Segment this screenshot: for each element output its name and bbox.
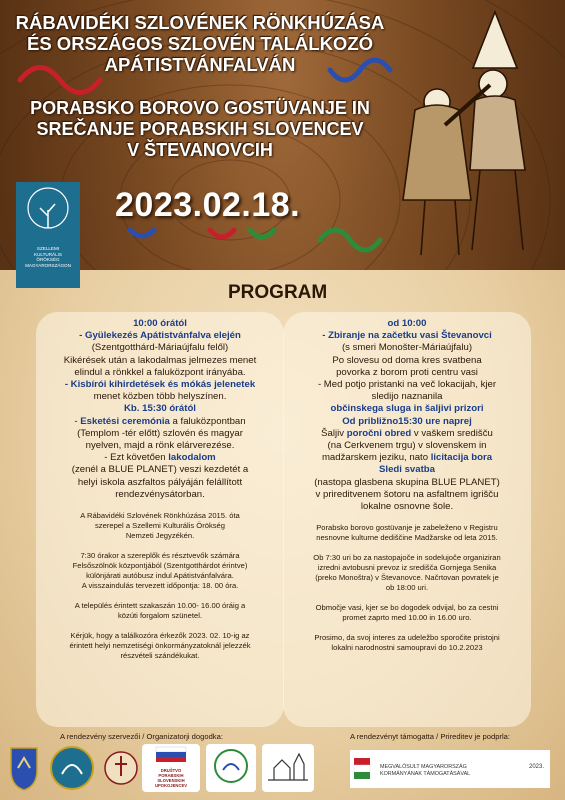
ceremony-line: - Esketési ceremónia a faluközpontban: [74, 415, 246, 427]
event-date: 2023.02.18.: [115, 186, 301, 224]
note-register-3: részvételi szándékukat.: [120, 651, 200, 661]
title-hu-line-2: ÉS ORSZÁGOS SZLOVÉN TALÁLKOZÓ: [26, 33, 374, 54]
ceremony-place: (Templom -tér előtt) szlovén és magyar: [77, 427, 243, 439]
note-bus-4: A visszaindulás tervezett időpontja: 18. 00 óra.: [81, 581, 239, 591]
gathering-sl: - Zbiranje na začetku vasi Števanovci: [322, 330, 492, 342]
time-1000: 10:00 órától: [133, 318, 187, 329]
note-registry-2: szerepel a Szellemi Kulturális Örökség: [95, 521, 225, 531]
wedding-place-1: helyi iskola aszfaltos pályáján felállított: [77, 476, 243, 488]
tree-icon: [16, 182, 80, 244]
support-text-2: KORMÁNYÁNAK TÁMOGATÁSÁVAL: [380, 770, 471, 777]
procession-sl-2: povorka z borom proti centru vasi: [336, 366, 478, 378]
note-traffic-1: A település érintett szakaszán 10.00- 16.00 óráig a: [74, 601, 246, 611]
note-bus-3: különjárati autóbusz indul Apátistvánfalvára.: [86, 571, 234, 581]
wedding-couple-illustration: [385, 10, 563, 270]
druzstvo-line-2: PORABSKIH: [158, 773, 184, 778]
note-bus-sl-1: Ob 7:30 uri bo za nastopajoče in sodelujoče organiziran: [313, 553, 501, 563]
wedding-music-sl: (nastopa glasbena skupina BLUE PLANET): [314, 476, 500, 488]
logo-line-4: MAGYARORSZÁGON: [25, 262, 71, 268]
note-bus-sl-3: (preko Monoštra) v Števanovce. Načrtovan povratek je: [315, 573, 499, 583]
logo-line-1: SZELLEMI: [36, 246, 60, 251]
church-emblem-icon: [103, 744, 139, 792]
gathering-direction-sl: (s smeri Monošter-Máriaújfalu): [341, 342, 473, 354]
title-hu-line-3: APÁTISTVÁNFALVÁN: [104, 54, 296, 75]
procession-line-2: elindul a rönkkel a faluközpont irányába.: [74, 366, 246, 378]
note-register-2: érintett helyi nemzetiségi önkormányzatoknál jelezzék: [69, 641, 251, 651]
procession-sl-1: Po slovesu od doma kres svatbena: [332, 354, 482, 366]
note-bus-1: 7:30 órakor a szereplők és résztvevők számára: [80, 551, 240, 561]
note-registry-3: Nemzeti Jegyzékén.: [125, 531, 195, 541]
cultural-heritage-logo: [16, 182, 80, 288]
procession-line-1: Kikérések után a lakodalmas jelmezes menet: [63, 354, 257, 366]
time-1530-sl: Od približno15:30 ure naprej: [342, 415, 472, 427]
stops-sl-1: - Med potjo pristanki na več lokacijah, kjer: [317, 379, 497, 391]
program-heading: PROGRAM: [228, 282, 328, 303]
ceremony-language: nyelven, majd a rönk elárverezése.: [85, 440, 235, 452]
note-register-sl-1: Prosimo, da svoj interes za udeležbo sporočite pristojni: [314, 633, 500, 643]
time-1530: Kb. 15:30 órától: [124, 403, 196, 415]
title-hu-line-1: RÁBAVIDÉKI SZLOVÉNEK RÖNKHÚZÁSA: [15, 12, 385, 33]
auction-sl: madžarskem jeziku, nato licitacija bora: [321, 452, 493, 464]
organizer-emblem-icon: [48, 744, 96, 792]
program-hungarian: [40, 318, 280, 661]
wedding-line: - Ezt követően lakodalom: [104, 452, 216, 464]
note-traffic-sl-2: promet zaprto med 10.00 in 16.00 uro.: [342, 613, 472, 623]
organizers-label: A rendezvény szervezői / Organizatorji dogodka:: [60, 732, 223, 741]
note-register-sl-2: lokalni narodnostni samoupravi do 10.2.2023: [331, 643, 483, 653]
title-sl-line-2: SREČANJE PORABSKIH SLOVENCEV: [36, 119, 364, 139]
note-registry-sl-2: nesnovne kulturne dediščine Madžarske od leta 2015.: [316, 533, 498, 543]
druzstvo-line-1: DRUŠTVO: [160, 768, 182, 773]
wedding-sl: Sledi svatba: [379, 464, 435, 476]
announcements-sl: občinskega sluga in šaljivi prizori: [330, 403, 484, 415]
title-hungarian: [0, 12, 400, 75]
note-bus-sl-2: izredni avtobusni prevoz iz središča Gornjega Senika: [317, 563, 497, 573]
support-text-1: MEGVALÓSULT MAGYARORSZÁG: [380, 764, 467, 770]
logo-line-2: KULTURÁLIS: [34, 251, 62, 257]
flag-icon: [142, 744, 200, 766]
note-bus-2: Felsőszölnök központjából (Szentgotthárdot érintve): [72, 561, 248, 571]
druzstvo-line-3: SLOVENSKIH: [157, 778, 185, 783]
announcements-note: menet közben több helyszínen.: [93, 391, 227, 403]
logo-line-3: ÖRÖKSÉG: [36, 257, 60, 263]
village-sketch-icon: [262, 744, 314, 792]
government-support-logo: [350, 750, 550, 788]
partner-logo-icon: [206, 744, 256, 792]
note-traffic-sl-1: Območje vasi, kjer se bo dogodek odvijal, bo za cestni: [315, 603, 499, 613]
support-year: 2023.: [528, 764, 544, 770]
wedding-music: (zenél a BLUE PLANET) veszi kezdetét a: [71, 464, 249, 476]
announcements: - Kisbírói kihirdetések és mókás jelenetek: [64, 379, 256, 391]
wedding-place-sl-2: lokalne osnovne šole.: [360, 501, 454, 513]
stops-sl-2: sledijo naznanila: [371, 391, 443, 403]
note-bus-sl-4: ob 18:00 uri.: [385, 583, 429, 593]
note-register-1: Kérjük, hogy a találkozóra érkezők 2023. 02. 10-ig az: [70, 631, 250, 641]
title-sl-line-1: PORABSKO BOROVO GOSTÜVANJE IN: [30, 98, 370, 118]
gathering-direction: (Szentgotthárd-Máriaújfalu felől): [91, 342, 229, 354]
druzstvo-line-4: UPOKOJENCEV: [154, 783, 188, 788]
time-1000-sl: od 10:00: [387, 318, 427, 329]
wedding-place-2: rendezvénysátorban.: [115, 488, 205, 500]
wedding-place-sl-1: v prireditvenem šotoru na asfaltnem igrišču: [315, 488, 499, 500]
note-registry-1: A Rábavidéki Szlovének Rönkhúzása 2015. óta: [80, 511, 240, 521]
hungarian-flag-icon: [350, 750, 374, 788]
ceremony-sl: Šaljiv poročni obred v vaškem središču: [321, 427, 493, 439]
ceremony-place-sl: (na Cerkvenem trgu) v slovenskem in: [327, 440, 487, 452]
support-label: A rendezvényt támogatta / Prireditev je podprla:: [350, 732, 510, 741]
program-slovenian: [287, 318, 527, 653]
note-registry-sl-1: Porabsko borovo gostüvanje je zabeleženo v Registru: [316, 523, 498, 533]
gathering: - Gyülekezés Apátistvánfalva elején: [79, 330, 241, 342]
title-sl-line-3: V ŠTEVANOVCIH: [127, 140, 273, 160]
title-slovenian: [0, 98, 400, 161]
druzstvo-logo: [142, 744, 200, 792]
coat-of-arms-icon: [8, 744, 40, 792]
note-traffic-2: közúti forgalom szünetel.: [118, 611, 202, 621]
